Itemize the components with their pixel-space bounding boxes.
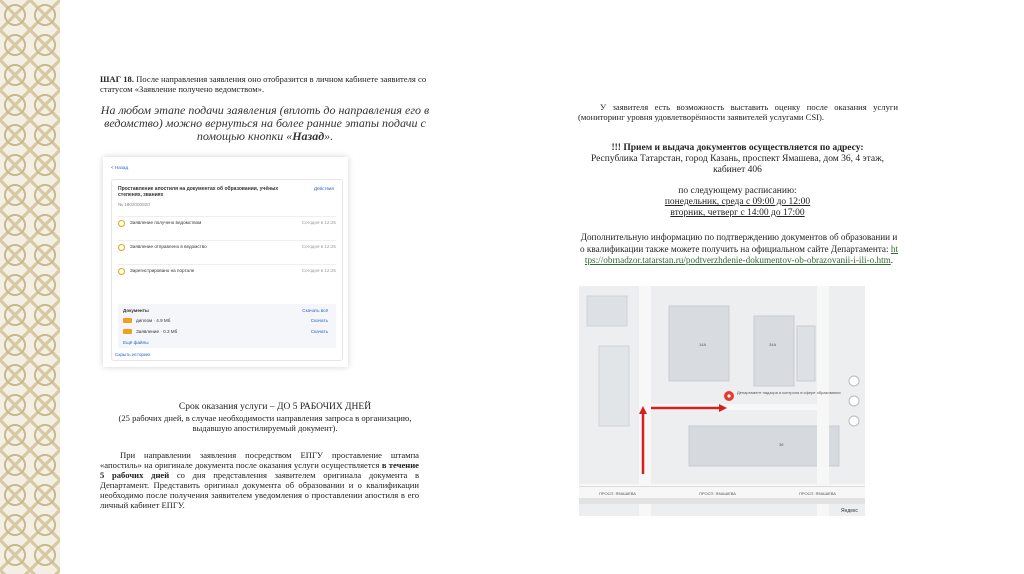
- application-title: Проставление апостиля на документах об образовании, учёных степенях, званиях: [118, 186, 279, 198]
- download-all-link[interactable]: Скачать всё: [302, 308, 328, 313]
- status-dot-icon: [118, 268, 125, 275]
- document-name: диплом · 4.9 Мб: [136, 318, 171, 323]
- step-text: После направления заявления оно отобразится в личном кабинете заявителя со статусом «Заявление получено ведомством».: [100, 74, 427, 94]
- info-text-end: .: [890, 255, 894, 265]
- map-street-label: ПРОСП. ЯМАШЕВА: [599, 491, 636, 496]
- map-street-label: ПРОСП. ЯМАШЕВА: [699, 491, 736, 496]
- italic-note-end: ».: [324, 129, 334, 143]
- documents-panel: [118, 304, 336, 348]
- term-title: Срок оказания услуги – ДО 5 РАБОЧИХ ДНЕЙ: [178, 402, 372, 412]
- info-text: Дополнительную информацию по подтверждению документов об образовании и о квалификации также можете получить на официальном сайте Департамента:: [580, 232, 898, 254]
- status-dot-icon: [118, 220, 125, 227]
- step-label: ШАГ 18.: [100, 74, 135, 84]
- schedule-tue-thu: вторник, четверг с 14:00 до 17:00: [670, 208, 805, 218]
- download-link[interactable]: Скачать: [310, 329, 328, 334]
- application-number: № 1802000920: [118, 202, 150, 207]
- epgu-paragraph: [100, 450, 419, 510]
- back-link[interactable]: < Назад: [111, 165, 129, 170]
- status-date: Сегодня в 12:25: [301, 220, 336, 225]
- epgu-text-end: со дня представления заявителем оригинала документа в Департамент. Представить оригинал документа об образовании и о квалификации необходимо после получения заявителем уведомления о проставлении апостиля в его личный кабинет ЕПГУ.: [100, 470, 419, 510]
- status-date: Сегодня в 12:25: [301, 244, 336, 249]
- more-files-link[interactable]: Ещё файлы: [123, 340, 149, 345]
- italic-note-text: На любом этапе подачи заявления (вплоть до направления его в ведомство) можно вернуться на более ранние этапы подачи с помощью кнопки «: [100, 103, 430, 143]
- map-building-number: 36: [779, 442, 784, 447]
- epgu-text: При направлении заявления посредством ЕПГУ проставление штампа «апостиль» на оригинале документа после оказания услуги осуществляется: [100, 450, 419, 470]
- info-paragraph: [580, 232, 898, 267]
- document-row: [123, 318, 331, 326]
- address-block: [575, 143, 900, 176]
- italic-note: [100, 104, 430, 143]
- service-screenshot: [103, 157, 348, 367]
- map-building-number: 14А: [699, 342, 707, 347]
- download-link[interactable]: Скачать: [310, 318, 328, 323]
- address-text: Республика Татарстан, город Казань, проспект Ямашева, дом 36, 4 этаж, кабинет 406: [590, 154, 885, 175]
- status-label: Зарегистрировано на портале: [130, 268, 195, 273]
- status-date: Сегодня в 12:25: [301, 268, 336, 273]
- map-building-number: 34А: [769, 342, 777, 347]
- document-row: [123, 329, 331, 337]
- map-marker-label: Департамент надзора и контроля в сфере образования: [737, 390, 841, 395]
- file-icon: [123, 329, 132, 334]
- status-row: [118, 264, 336, 277]
- address-title: !!! Прием и выдача документов осуществляется по адресу:: [611, 143, 864, 153]
- term-note: (25 рабочих дней, в случае необходимости направления запроса в организацию, выдавшую апостилируемый документ).: [118, 413, 412, 433]
- status-label: Заявление получено ведомством: [130, 220, 202, 225]
- document-name: Заявление · 0.3 Мб: [136, 329, 178, 334]
- schedule-mon-wed: понедельник, среда с 09:00 до 12:00: [664, 197, 811, 207]
- application-card: [111, 179, 343, 361]
- rating-paragraph: У заявителя есть возможность выставить оценку после оказания услуги (мониторинг уровня удовлетворённости заявителей услугами CSI).: [578, 102, 898, 122]
- status-dot-icon: [118, 244, 125, 251]
- map-street-label: ПРОСП. ЯМАШЕВА: [799, 491, 836, 496]
- schedule-block: [575, 186, 900, 219]
- back-button-name: Назад: [292, 129, 325, 143]
- hide-history-link[interactable]: Скрыть историю: [115, 352, 150, 357]
- epgu-deadline: в течение 5 рабочих дней: [100, 460, 419, 480]
- schedule-title: по следующему расписанию:: [678, 186, 797, 196]
- status-label: Заявление отправлено в ведомство: [130, 244, 207, 249]
- documents-title: Документы: [123, 308, 149, 313]
- status-row: [118, 216, 336, 229]
- actions-menu[interactable]: Действия: [313, 186, 334, 191]
- map-watermark: Яндекс: [841, 508, 858, 514]
- step-paragraph: [100, 74, 430, 94]
- department-site-link[interactable]: https://obrnadzor.tatarstan.ru/podtverzhdenie-dokumentov-ob-obrazovanii-i-ili-o.htm: [584, 243, 898, 265]
- location-map[interactable]: [579, 286, 865, 516]
- file-icon: [123, 318, 132, 323]
- status-row: [118, 240, 336, 253]
- map-canvas: [579, 286, 865, 516]
- decorative-border: [0, 0, 60, 574]
